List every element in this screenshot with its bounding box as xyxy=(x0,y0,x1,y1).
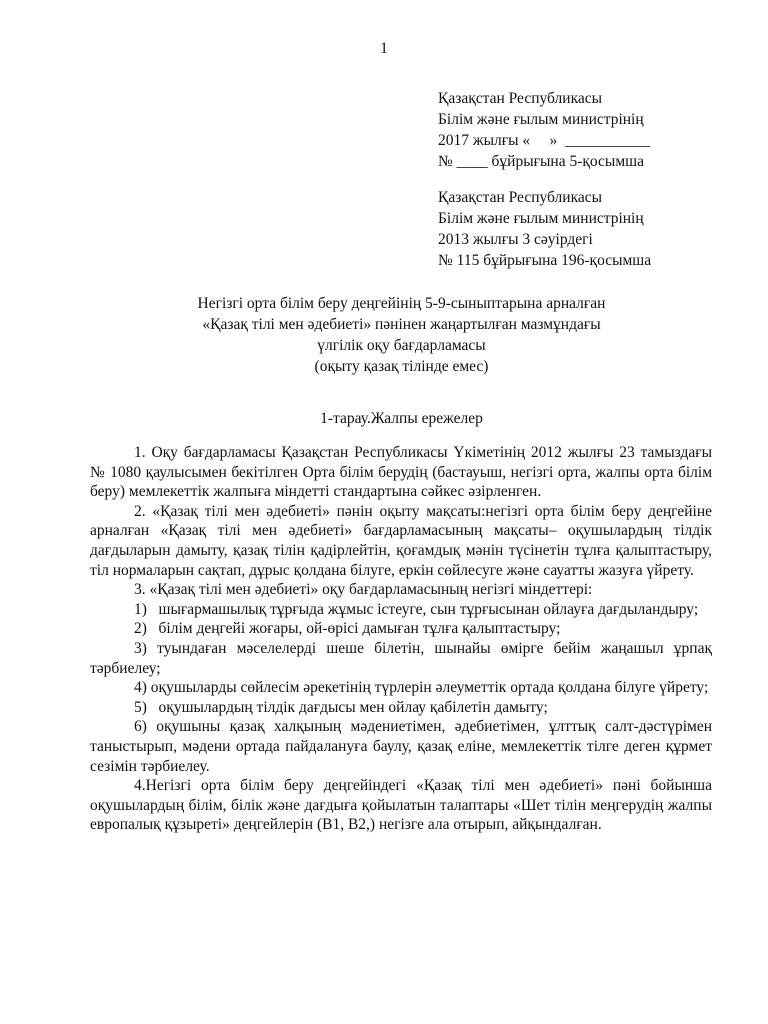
appendix-line: Білім және ғылым министрінің xyxy=(438,210,644,227)
title-line: «Қазақ тілі мен әдебиеті» пәнінен жаңартылған мазмұндағы xyxy=(202,316,601,333)
document-body xyxy=(90,443,712,835)
list-item: 3) туындаған мәселелерді шеше білетін, шынайы өмірге бейім жаңашыл ұрпақ тәрбиелеу; xyxy=(90,639,712,677)
document-title xyxy=(100,293,703,377)
paragraph: 4.Негізгі орта білім беру деңгейіндегі «Қазақ тілі мен әдебиеті» пәні бойынша оқушылардың білім, білік және дағдыға қойылатын талаптары «Шет тілін меңгерудің жалпы европалық құзыреті» деңгейлерін (В1, В2,) негізге ала отырып, айқындалған. xyxy=(90,777,712,834)
list-item: 6) оқушыны қазақ халқының мәдениетімен, әдебиетімен, ұлттық салт-дәстүрімен таныстырып, мәдени ортада пайдалануға баулу, қазақ еліне, мемлекеттік тілге деген құрмет сезімін тәрбиелеу. xyxy=(90,718,712,775)
appendix-current-reference xyxy=(438,88,738,172)
appendix-line: Білім және ғылым министрінің xyxy=(438,111,644,128)
appendix-line: Қазақстан Республикасы xyxy=(438,189,603,206)
list-item: 1) шығармашылық тұрғыда жұмыс істеуге, сын тұрғысынан ойлауға дағдыландыру; xyxy=(134,600,699,618)
section-heading: 1-тарау.Жалпы ережелер xyxy=(320,410,483,427)
list-item: 4) оқушыларды сөйлесім әрекетінің түрлерін әлеуметтік ортада қолдана білуге үйрету; xyxy=(134,679,709,697)
appendix-line: 2017 жылғы « » ___________ xyxy=(438,132,651,149)
paragraph: 1. Оқу бағдарламасы Қазақстан Республикасы Үкіметінің 2012 жылғы 23 тамыздағы № 1080 қаулысымен бекітілген Орта білім берудің (бастауыш, негізгі орта, жалпы орта білім беру) мемлекеттік жалпыға міндетті стандартына сәйкес әзірленген. xyxy=(90,444,712,501)
appendix-line: № 115 бұйрығына 196-қосымша xyxy=(438,252,652,269)
paragraph: 2. «Қазақ тілі мен әдебиеті» пәнін оқыту мақсаты:негізгі орта білім беру деңгейіне арналған «Қазақ тілі мен әдебиеті» бағдарламасының мақсаты– оқушылардың тілдік дағдыларын дамыту, қазақ тілін қадірлейтін, қоғамдық мәнін түсінетін тұлға қалыптастыру, тіл нормаларын сақтап, дұрыс қолдана білуге, еркін сөйлесуге және сауатты жазуға үйрету. xyxy=(90,502,712,579)
appendix-line: 2013 жылғы 3 сәуірдегі xyxy=(438,231,593,248)
paragraph: 3. «Қазақ тілі мен әдебиеті» оқу бағдарламасының негізгі міндеттері: xyxy=(134,581,593,599)
title-line: үлгілік оқу бағдарламасы xyxy=(317,337,486,354)
appendix-previous-reference xyxy=(438,187,738,271)
title-line: (оқыту қазақ тілінде емес) xyxy=(314,358,489,375)
appendix-line: № ____ бұйрығына 5-қосымша xyxy=(438,153,644,170)
page-number: 1 xyxy=(380,40,388,57)
list-item: 5) оқушылардың тілдік дағдысы мен ойлау қабілетін дамыту; xyxy=(134,698,548,716)
appendix-line: Қазақстан Республикасы xyxy=(438,90,603,107)
title-line: Негізгі орта білім беру деңгейінің 5-9-сыныптарына арналған xyxy=(197,295,606,312)
list-item: 2) білім деңгейі жоғары, ой-өрісі дамыған тұлға қалыптастыру; xyxy=(134,620,561,638)
